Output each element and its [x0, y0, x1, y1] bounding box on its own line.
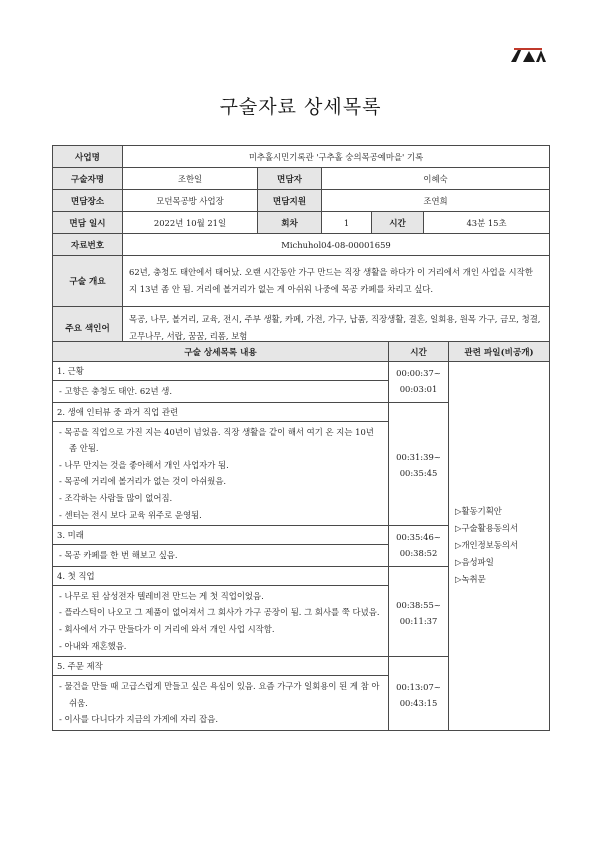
file-link-transcript[interactable]: ▷녹취문 — [455, 574, 486, 585]
document-title: 구술자료 상세목록 — [219, 96, 382, 118]
project-value: 미추홀시민기록관 '구추홀 숭의목공예마을' 기록 — [123, 146, 550, 168]
section-time — [389, 566, 449, 656]
id-label: 자료번호 — [53, 234, 123, 256]
time-start: 00:38:55~ — [396, 599, 441, 610]
list-item: - 이사를 다니다가 지금의 가게에 자리 잡음. — [59, 714, 218, 725]
file-link-privacy[interactable]: ▷개인정보동의서 — [455, 540, 519, 551]
time-end: 00:03:01 — [399, 384, 438, 394]
section-time — [389, 402, 449, 526]
session-value: 1 — [322, 212, 372, 234]
time-value: 43분 15초 — [424, 212, 550, 234]
time-label: 시간 — [372, 212, 424, 234]
place-label: 면담장소 — [53, 190, 123, 212]
section-title: 1. 근황 — [53, 362, 389, 381]
section-title: 3. 미래 — [53, 526, 389, 545]
list-item: - 목공 카페를 한 번 해보고 싶음. — [59, 550, 178, 561]
interview-metadata-table — [52, 145, 550, 349]
file-link-plan[interactable]: ▷활동기획안 — [455, 506, 502, 517]
list-item: - 나무 만지는 것을 좋아해서 개인 사업자가 됨. — [59, 459, 229, 470]
time-start: 00:13:07~ — [396, 682, 441, 693]
list-item: - 회사에서 가구 만들다가 이 거리에 와서 개인 사업 시작함. — [59, 623, 275, 634]
time-start: 00:31:39~ — [396, 452, 441, 463]
time-end: 00:11:37 — [399, 615, 438, 626]
section-time — [389, 657, 449, 731]
narrator-label: 구술자명 — [53, 168, 123, 190]
section-title: 2. 생애 인터뷰 중 과거 직업 관련 — [53, 402, 389, 421]
id-value: Michuhol04-08-00001659 — [123, 234, 550, 256]
keywords-label: 주요 색인어 — [53, 307, 123, 349]
time-start: 00:35:46~ — [396, 532, 441, 543]
list-item: - 고향은 충청도 태안. 62년 생. — [59, 386, 173, 396]
summary-label: 구술 개요 — [53, 256, 123, 307]
time-start: 00:00:37~ — [396, 368, 441, 378]
list-item: - 조각하는 사람들 많이 없어짐. — [59, 492, 173, 503]
section-title: 4. 첫 직업 — [53, 566, 389, 585]
interviewer-label: 면담자 — [258, 168, 322, 190]
related-files — [449, 362, 550, 731]
list-item: - 목공에 거리에 볼거리가 없는 것이 아쉬웠음. — [59, 476, 227, 487]
content-header: 구술 상세목록 내용 — [53, 342, 389, 362]
recorder-value: 조연희 — [322, 190, 550, 212]
archive-logo — [508, 44, 548, 64]
narrator-value: 조한일 — [123, 168, 258, 190]
list-item: - 센터는 전시 보다 교육 위주로 운영됨. — [59, 509, 202, 520]
session-label: 회차 — [258, 212, 322, 234]
place-value: 모던목공방 사업장 — [123, 190, 258, 212]
section-body — [53, 585, 389, 656]
time-end: 00:38:52 — [399, 548, 438, 559]
date-label: 면담 일시 — [53, 212, 123, 234]
list-item: - 플라스틱이 나오고 그 제품이 없어져서 그 회사가 가구 공장이 됨. 그 회사를 쭉 다녔음. — [59, 607, 380, 618]
time-end: 00:35:45 — [399, 468, 438, 479]
list-item: - 물건을 만들 때 고급스럽게 만들고 싶은 욕심이 있음. 요즘 가구가 일회용이 된 게 참 아쉬움. — [59, 681, 380, 708]
keywords-value: 목공, 나무, 볼거리, 교육, 전시, 주부 생활, 카페, 가전, 가구, 납품, 직장생활, 결혼, 일회용, 원목 가구, 금모, 청결, 고무나무, 서랍, 꿈꿈, 리폼, 보험 — [123, 307, 550, 349]
interviewer-value: 이혜숙 — [322, 168, 550, 190]
section-time — [389, 362, 449, 403]
section-time — [389, 526, 449, 567]
date-value: 2022년 10월 21일 — [123, 212, 258, 234]
list-item: - 목공을 직업으로 가진 지는 40년이 넘었음. 직장 생활을 같이 해서 여기 온 지는 10년 좀 안됨. — [59, 426, 374, 454]
project-label: 사업명 — [53, 146, 123, 168]
section-body — [53, 381, 389, 403]
time-header: 시간 — [389, 342, 449, 362]
time-end: 00:43:15 — [399, 698, 438, 709]
file-link-audio[interactable]: ▷음성파일 — [455, 557, 494, 568]
summary-value: 62년, 충청도 태안에서 태어났. 오랜 시간동안 가구 만드는 직장 생활을 하다가 이 거리에서 개인 사업을 시작한 지 13년 좀 안 됨. 거리에 볼거리가 없는 게 아쉬워 나중에 목공 카페를 차리고 싶다. — [123, 256, 550, 307]
list-item: - 아내와 재혼했음. — [59, 640, 127, 651]
section-body — [53, 676, 389, 731]
recorder-label: 면담지원 — [258, 190, 322, 212]
list-item: - 나무로 된 삼성전자 텔레비전 만드는 게 첫 직업이었음. — [59, 590, 264, 601]
section-title: 5. 주문 제작 — [53, 657, 389, 676]
section-body — [53, 421, 389, 526]
section-body — [53, 545, 389, 567]
detail-list-table — [52, 341, 550, 731]
file-link-consent[interactable]: ▷구술활용동의서 — [455, 523, 519, 534]
files-header: 관련 파일(비공개) — [449, 342, 550, 362]
